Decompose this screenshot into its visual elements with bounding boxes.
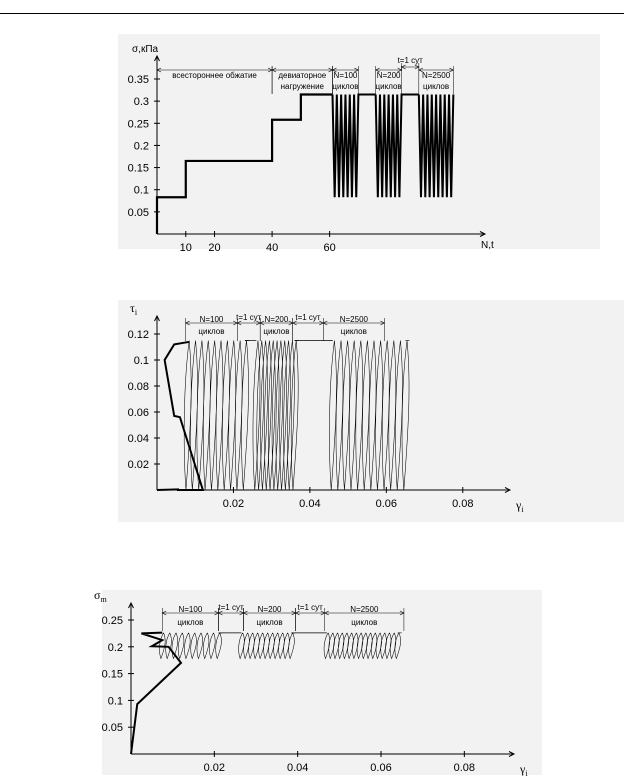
sigma-m-annotation-n100b: циклов <box>177 618 204 627</box>
tau-xtick-label: 0.02 <box>222 498 245 510</box>
loading-xtick-label: 40 <box>265 242 279 254</box>
loading-annotation-n100a: N=100 <box>333 71 358 80</box>
chart-loading <box>118 34 600 254</box>
loading-xtick-label: 60 <box>323 242 336 254</box>
loading-annotation-n2500b: циклов <box>423 82 450 91</box>
loading-ytick-label: 0.2 <box>133 140 149 153</box>
loading-annotation-dev2: нагружение <box>280 82 324 91</box>
sigma-m-annotation-rest1: t=1 сут <box>218 603 244 612</box>
tau-x-axis-label-main: γ <box>516 498 522 512</box>
sigma_m-x-axis-label-sub: i <box>525 769 528 778</box>
loading-xtick-label: 20 <box>208 242 221 254</box>
tau-annotation-n200a: N=200 <box>264 315 289 324</box>
sigma_m-y-axis-label-main: σ <box>94 588 101 602</box>
tau-annotation-n100a: N=100 <box>199 315 224 324</box>
loading-annotation-iso: всестороннее обжатие <box>172 71 257 80</box>
tau-ytick-label: 0.12 <box>127 329 149 341</box>
sigma-m-annotation-n200b: циклов <box>256 618 283 627</box>
loading-x-axis-label: N,t <box>481 240 494 251</box>
tau-annotation-n2500b: циклов <box>340 327 367 336</box>
sigma_m-ytick-label: 0.15 <box>101 668 123 681</box>
tau-annotation-n2500a: N=2500 <box>339 315 368 324</box>
sigma_m-plot-background <box>102 590 542 775</box>
sigma_m-x-axis-label-main: γ <box>520 762 526 776</box>
tau-annotation-rest2: t=1 сут <box>295 313 321 322</box>
tau-ytick-label: 0.04 <box>127 433 149 445</box>
tau-y-axis-label-main: τ <box>130 301 135 315</box>
sigma_m-ytick-label: 0.2 <box>107 641 123 654</box>
sigma-m-annotation-n200a: N=200 <box>257 605 282 614</box>
sigma-m-annotation-n100a: N=100 <box>178 605 203 614</box>
sigma_m-ytick-label: 0.05 <box>101 722 123 735</box>
sigma_m-ytick-label: 0.1 <box>107 695 123 708</box>
loading-annotation-n200b: циклов <box>375 82 402 91</box>
loading-annotation-dev1: девиаторное <box>278 71 327 80</box>
sigma_m-xtick-label: 0.08 <box>453 762 476 774</box>
tau-annotation-n100b: циклов <box>198 327 225 336</box>
loading-ytick-label: 0.05 <box>127 206 149 219</box>
tau-xtick-label: 0.04 <box>299 498 321 510</box>
sigma-m-annotation-n2500a: N=2500 <box>350 605 379 614</box>
sigma_m-xtick-label: 0.02 <box>203 762 226 774</box>
loading-xtick-label: 10 <box>179 242 192 254</box>
sigma_m-y-axis-label-sub: m <box>100 595 107 604</box>
tau-ytick-label: 0.08 <box>127 381 149 393</box>
loading-y-axis-label: σ,кПа <box>132 44 159 55</box>
tau-y-axis-label-sub: i <box>134 308 138 317</box>
loading-ytick-label: 0.25 <box>127 118 149 131</box>
loading-ytick-label: 0.15 <box>127 162 149 175</box>
loading-ytick-label: 0.1 <box>133 184 149 197</box>
sigma-m-annotation-rest2: t=1 сут <box>297 603 323 612</box>
loading-ytick-label: 0.35 <box>127 74 149 86</box>
loading-plot-background <box>118 34 600 249</box>
loading-ytick-label: 0.3 <box>133 96 149 109</box>
tau-x-axis-label-sub: i <box>521 505 524 514</box>
loading-annotation-n100b: циклов <box>332 82 359 91</box>
tau-xtick-label: 0.06 <box>375 498 398 510</box>
chart-tau <box>118 300 624 522</box>
sigma-m-annotation-n2500b: циклов <box>351 618 378 627</box>
loading-annotation-n2500a: N=2500 <box>421 71 451 80</box>
tau-ytick-label: 0.1 <box>133 355 149 367</box>
tau-annotation-n200b: циклов <box>263 327 290 336</box>
tau-xtick-label: 0.08 <box>452 498 474 510</box>
tau-ytick-label: 0.02 <box>127 459 149 471</box>
loading-annotation-n200a: N=200 <box>376 71 401 80</box>
sigma_m-ytick-label: 0.25 <box>101 615 123 627</box>
tau-annotation-rest1: t=1 сут <box>236 313 262 322</box>
loading-annotation-rest: t=1 сут <box>397 56 423 65</box>
chart-sigma_m <box>94 588 542 778</box>
sigma_m-xtick-label: 0.06 <box>370 762 392 774</box>
tau-ytick-label: 0.06 <box>127 407 149 419</box>
sigma_m-xtick-label: 0.04 <box>286 762 309 774</box>
